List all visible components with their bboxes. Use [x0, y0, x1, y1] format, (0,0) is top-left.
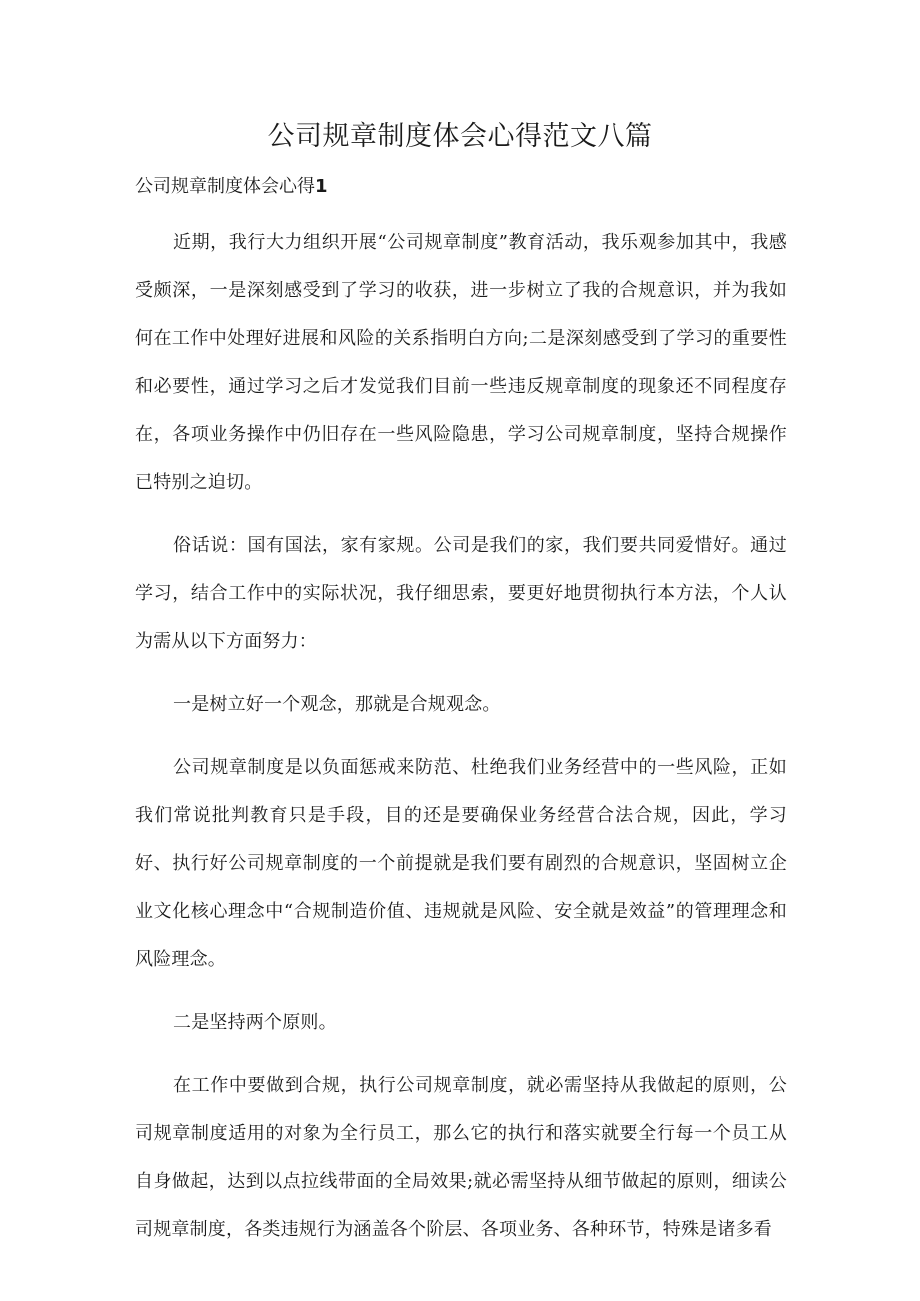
paragraph: 二是坚持两个原则。	[173, 1012, 337, 1033]
document-title: 公司规章制度体会心得范文八篇	[267, 121, 653, 152]
paragraph: 近期，我行大力组织开展“公司规章制度”教育活动，我乐观参加其中，我感受颇深，一是深刻感受到了学习的收获，进一步树立了我的合规意识，并为我如何在工作中处理好进展和风险的关系指明白方向;二是深刻感受到了学习的重要性和必要性，通过学习之后才发觉我们目前一些违反规章制度的现象还不同程度存在，各项业务操作中仍旧存在一些风险隐患，学习公司规章制度，坚持合规操作已特别之迫切。	[135, 232, 787, 493]
document-body	[135, 219, 787, 1269]
paragraph: 俗话说：国有国法，家有家规。公司是我们的家，我们要共同爱惜好。通过学习，结合工作中的实际状况，我仔细思索，要更好地贯彻执行本方法，个人认为需从以下方面努力：	[135, 535, 787, 652]
section-heading-number: 1	[315, 176, 328, 197]
paragraph: 在工作中要做到合规，执行公司规章制度，就必需坚持从我做起的原则，公司规章制度适用的对象为全行员工，那么它的执行和落实就要全行每一个员工从自身做起，达到以点拉线带面的全局效果;就必需坚持从细节做起的原则，细读公司规章制度，各类违规行为涵盖各个阶层、各项业务、各种环节，特殊是诸多看	[135, 1075, 787, 1240]
section-heading-text: 公司规章制度体会心得	[135, 176, 315, 197]
paragraph: 一是树立好一个观念，那就是合规观念。	[173, 694, 501, 715]
section-heading	[135, 172, 328, 202]
paragraph: 公司规章制度是以负面惩戒来防范、杜绝我们业务经营中的一些风险，正如我们常说批判教育只是手段，目的还是要确保业务经营合法合规，因此，学习好、执行好公司规章制度的一个前提就是我们要有剧烈的合规意识，坚固树立企业文化核心理念中“合规制造价值、违规就是风险、安全就是效益”的管理理念和风险理念。	[135, 757, 787, 970]
